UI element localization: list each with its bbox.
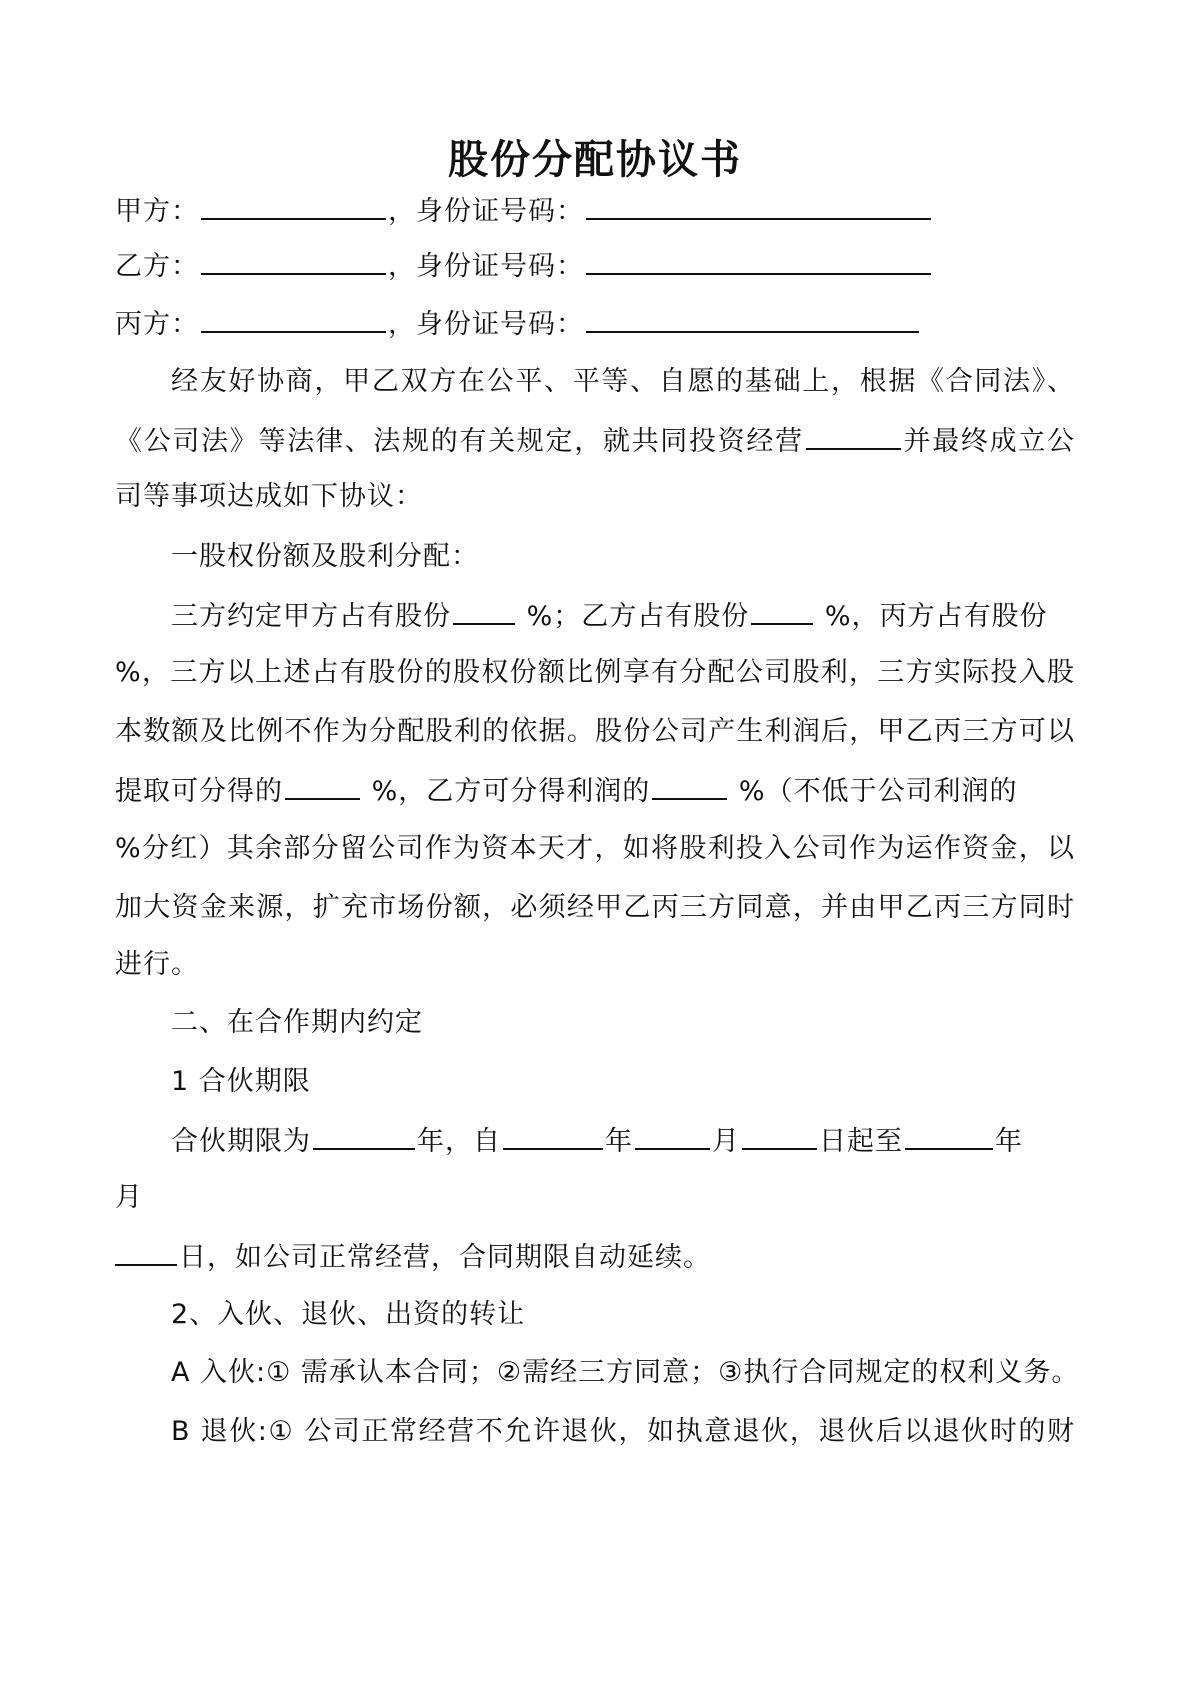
exit-clause: B 退伙:① 公司正常经营不允许退伙，如执意退伙，退伙后以退伙时的财 bbox=[171, 1416, 1075, 1447]
term-end-text: 日，如公司正常经营，合同期限自动延续。 bbox=[179, 1242, 711, 1273]
term-text-d: 月 bbox=[712, 1126, 740, 1157]
term-years-blank[interactable] bbox=[313, 1120, 415, 1150]
section-1-heading: 一股权份额及股利分配： bbox=[171, 541, 479, 572]
section-2-heading: 二、在合作期内约定 bbox=[171, 1007, 423, 1038]
intro-line-1: 经友好协商，甲乙双方在公平、平等、自愿的基础上，根据《合同法》、 bbox=[171, 366, 1075, 397]
term-line bbox=[171, 1120, 1071, 1162]
party-c-id-blank[interactable] bbox=[586, 303, 919, 333]
intro-line-2-text-a: 《公司法》等法律、法规的有关规定，就共同投资经营 bbox=[115, 426, 804, 457]
party-c-label: 丙方： bbox=[115, 309, 199, 340]
share-b-text: %；乙方占有股份 bbox=[517, 601, 750, 632]
join-clause: A 入伙:① 需承认本合同；②需经三方同意；③执行合同规定的权利义务。 bbox=[171, 1357, 1080, 1388]
term-text-e: 日起至 bbox=[819, 1126, 903, 1157]
profit-min-text: %（不低于公司利润的 bbox=[729, 776, 1018, 807]
business-blank[interactable] bbox=[806, 420, 901, 450]
start-day-blank[interactable] bbox=[742, 1120, 817, 1150]
section-1-para-line-6: 加大资金来源，扩充市场份额，必须经甲乙丙三方同意，并由甲乙丙三方同时 bbox=[115, 892, 1075, 923]
end-year-blank[interactable] bbox=[905, 1120, 993, 1150]
party-b-id-blank[interactable] bbox=[586, 245, 931, 275]
section-1-para-line-3: 本数额及比例不作为分配股利的依据。股份公司产生利润后，甲乙丙三方可以 bbox=[115, 716, 1075, 747]
party-b-name-blank[interactable] bbox=[201, 245, 386, 275]
term-month-line: 月 bbox=[115, 1182, 143, 1213]
share-c-text: %，丙方占有股份 bbox=[815, 601, 1048, 632]
term-end-line bbox=[115, 1236, 1075, 1278]
party-a-id-label: ，身份证号码： bbox=[388, 196, 584, 227]
party-a-line bbox=[115, 190, 1075, 232]
term-text-a: 合伙期限为 bbox=[171, 1126, 311, 1157]
profit-a-blank[interactable] bbox=[285, 770, 360, 800]
section-1-para-line-1 bbox=[171, 595, 1071, 637]
section-1-para-line-2: %，三方以上述占有股份的股权份额比例享有分配公司股利，三方实际投入股 bbox=[115, 657, 1075, 688]
end-day-blank[interactable] bbox=[115, 1236, 177, 1266]
party-c-line bbox=[115, 303, 1075, 345]
profit-a-text: 提取可分得的 bbox=[115, 776, 283, 807]
share-b-blank[interactable] bbox=[751, 595, 813, 625]
start-year-blank[interactable] bbox=[503, 1120, 603, 1150]
party-a-id-blank[interactable] bbox=[586, 190, 931, 220]
profit-b-text: %，乙方可分得利润的 bbox=[362, 776, 651, 807]
party-c-name-blank[interactable] bbox=[201, 303, 386, 333]
term-subheading: 1 合伙期限 bbox=[171, 1066, 311, 1097]
transfer-subheading: 2、入伙、退伙、出资的转让 bbox=[171, 1299, 526, 1330]
share-a-text: 三方约定甲方占有股份 bbox=[171, 601, 451, 632]
start-month-blank[interactable] bbox=[635, 1120, 710, 1150]
term-text-f: 年 bbox=[995, 1126, 1023, 1157]
intro-line-3: 司等事项达成如下协议： bbox=[115, 481, 423, 512]
party-a-name-blank[interactable] bbox=[201, 190, 386, 220]
party-b-id-label: ，身份证号码： bbox=[388, 251, 584, 282]
term-text-c: 年 bbox=[605, 1126, 633, 1157]
profit-b-blank[interactable] bbox=[652, 770, 727, 800]
document-title: 股份分配协议书 bbox=[448, 137, 742, 183]
party-a-label: 甲方： bbox=[115, 196, 199, 227]
section-1-para-line-7: 进行。 bbox=[115, 949, 199, 980]
party-c-id-label: ，身份证号码： bbox=[388, 309, 584, 340]
term-text-b: 年，自 bbox=[417, 1126, 501, 1157]
party-b-label: 乙方： bbox=[115, 251, 199, 282]
intro-line-2 bbox=[115, 420, 1075, 462]
section-1-para-line-4 bbox=[115, 770, 1075, 812]
share-a-blank[interactable] bbox=[453, 595, 515, 625]
section-1-para-line-5: %分红）其余部分留公司作为资本天才，如将股利投入公司作为运作资金，以 bbox=[115, 833, 1075, 864]
party-b-line bbox=[115, 245, 1075, 287]
intro-line-2-text-b: 并最终成立公 bbox=[902, 426, 1076, 457]
